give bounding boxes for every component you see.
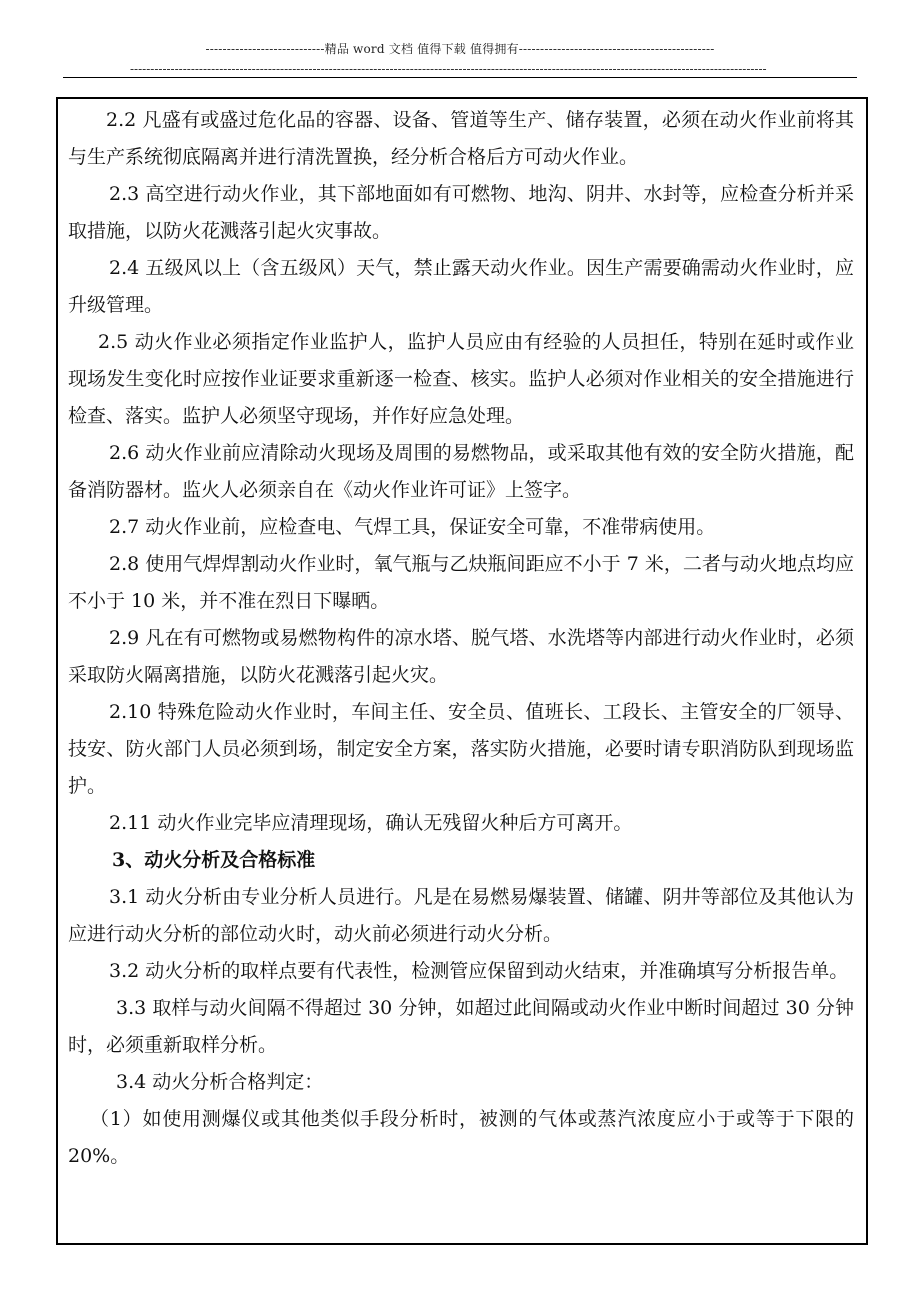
paragraph-2-9: 2.9 凡在有可燃物或易燃物构件的凉水塔、脱气塔、水洗塔等内部进行动火作业时，必须采取防火隔离措施，以防火花溅落引起火灾。 [68,627,854,686]
paragraph-2-5: 2.5 动火作业必须指定作业监护人，监护人员应由有经验的人员担任，特别在延时或作业现场发生变化时应按作业证要求重新逐一检查、核实。监护人必须对作业相关的安全措施进行检查、落实。监护人必须坚守现场，并作好应急处理。 [68,331,854,427]
paragraph-2-8: 2.8 使用气焊焊割动火作业时，氧气瓶与乙炔瓶间距应不小于 7 米，二者与动火地点均应不小于 10 米，并不准在烈日下曝晒。 [68,553,854,612]
page-header-dashes: ------------------------------------------------------------------------------------------------------------------------------------------------------------- [130,62,767,76]
paragraph-3-1: 3.1 动火分析由专业分析人员进行。凡是在易燃易爆装置、储罐、阴井等部位及其他认为应进行动火分析的部位动火时，动火前必须进行动火分析。 [68,886,854,945]
paragraph-3-3: 3.3 取样与动火间隔不得超过 30 分钟，如超过此间隔或动火作业中断时间超过 30 分钟时，必须重新取样分析。 [68,997,854,1056]
paragraph-2-2: 2.2 凡盛有或盛过危化品的容器、设备、管道等生产、储存装置，必须在动火作业前将其与生产系统彻底隔离并进行清洗置换，经分析合格后方可动火作业。 [68,109,854,168]
page-header-banner: ----------------------------精品 word 文档 值得下载 值得拥有---------------------------------------------- [205,42,715,56]
paragraph-2-10: 2.10 特殊危险动火作业时，车间主任、安全员、值班长、工段长、主管安全的厂领导、技安、防火部门人员必须到场，制定安全方案，落实防火措施，必要时请专职消防队到现场监护。 [68,701,854,797]
section-heading-3: 3、动火分析及合格标准 [112,849,316,871]
paragraph-2-3: 2.3 高空进行动火作业，其下部地面如有可燃物、地沟、阴井、水封等，应检查分析并采取措施，以防火花溅落引起火灾事故。 [68,183,854,242]
paragraph-3-2: 3.2 动火分析的取样点要有代表性，检测管应保留到动火结束，并准确填写分析报告单。 [109,960,849,982]
header-rule [63,77,857,78]
paragraph-2-6: 2.6 动火作业前应清除动火现场及周围的易燃物品，或采取其他有效的安全防火措施，配备消防器材。监火人必须亲自在《动火作业许可证》上签字。 [68,442,854,501]
paragraph-2-4: 2.4 五级风以上（含五级风）天气，禁止露天动火作业。因生产需要确需动火作业时，应升级管理。 [68,257,854,316]
document-body [68,102,854,1175]
paragraph-3-4-item-1: （1）如使用测爆仪或其他类似手段分析时，被测的气体或蒸汽浓度应小于或等于下限的 20%。 [68,1108,854,1167]
paragraph-3-4: 3.4 动火分析合格判定： [116,1071,324,1093]
paragraph-2-7: 2.7 动火作业前，应检查电、气焊工具，保证安全可靠，不准带病使用。 [109,516,716,538]
paragraph-2-11: 2.11 动火作业完毕应清理现场，确认无残留火种后方可离开。 [109,812,633,834]
